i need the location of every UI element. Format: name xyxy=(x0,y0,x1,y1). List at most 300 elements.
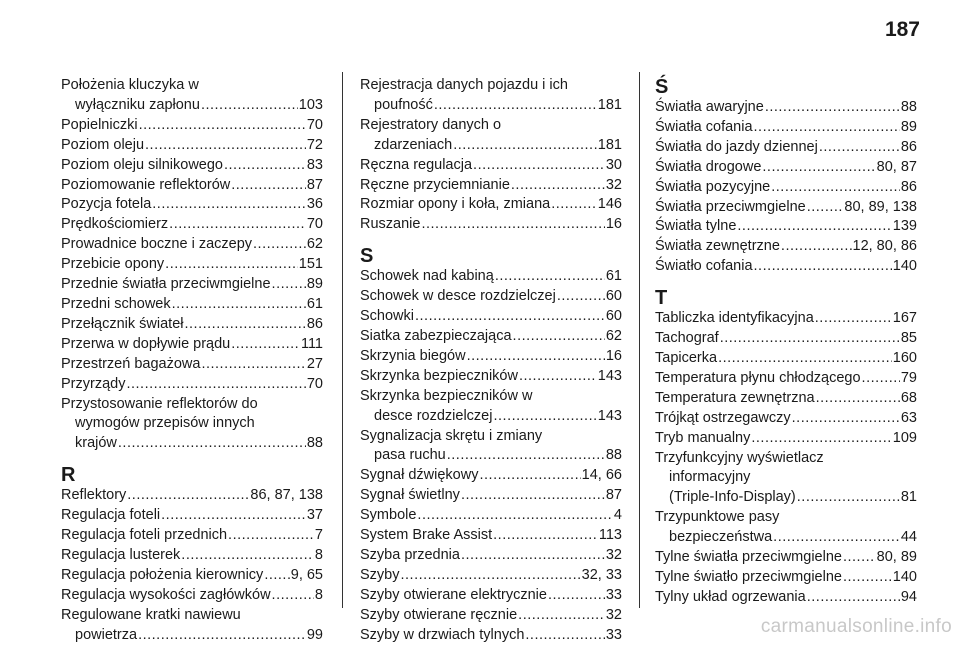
page-reference: 109 xyxy=(892,429,917,446)
index-term: Światła pozycyjne xyxy=(655,178,771,195)
index-entry-line xyxy=(360,387,622,407)
index-entry-line xyxy=(360,546,622,566)
dot-leader xyxy=(165,255,298,275)
index-term: poufność xyxy=(374,96,433,113)
dot-leader xyxy=(513,327,605,347)
dot-leader xyxy=(228,526,314,546)
index-entry xyxy=(360,566,622,586)
index-entry-line xyxy=(360,407,622,427)
dot-leader xyxy=(231,176,306,196)
index-entry-line xyxy=(655,158,917,178)
dot-leader xyxy=(843,548,876,568)
index-entry-line xyxy=(61,76,323,96)
page-reference: 32 xyxy=(605,176,622,193)
page-reference: 14, 66 xyxy=(581,467,622,484)
index-term: Temperatura płynu chłodzącego xyxy=(655,369,861,386)
index-term: Tylne światło przeciwmgielne xyxy=(655,568,842,585)
page-reference: 143 xyxy=(597,407,622,424)
index-entry xyxy=(655,548,917,568)
index-entry-line xyxy=(61,335,323,355)
page-reference: 32, 33 xyxy=(581,566,622,583)
page-reference: 44 xyxy=(900,529,917,546)
index-entry xyxy=(655,118,917,138)
index-term: informacyjny xyxy=(669,469,751,486)
dot-leader xyxy=(224,156,306,176)
index-entry-line xyxy=(360,327,622,347)
dot-leader xyxy=(718,349,892,369)
index-entry xyxy=(655,369,917,389)
index-entry-line xyxy=(655,528,917,548)
index-term: wyłączniku zapłonu xyxy=(75,96,200,113)
dot-leader xyxy=(518,606,605,626)
dot-leader xyxy=(181,546,314,566)
index-term: Schowek w desce rozdzielczej xyxy=(360,288,556,305)
index-entry-line xyxy=(360,176,622,196)
index-entry-line xyxy=(655,488,917,508)
index-entry-line xyxy=(360,626,622,645)
index-entry-line xyxy=(655,468,917,488)
page-reference: 63 xyxy=(900,409,917,426)
index-term: Przełącznik świateł xyxy=(61,315,184,332)
index-term: (Triple-Info-Display) xyxy=(669,489,796,506)
index-entry-line xyxy=(655,588,917,608)
index-term: Tapicerka xyxy=(655,349,718,366)
dot-leader xyxy=(815,309,892,329)
index-term: Tylny układ ogrzewania xyxy=(655,588,806,605)
index-entry xyxy=(655,158,917,178)
index-entry xyxy=(360,307,622,327)
index-term: Światła zewnętrzne xyxy=(655,238,780,255)
index-entry-line xyxy=(360,486,622,506)
index-column-1 xyxy=(61,76,323,645)
index-term: Przyrządy xyxy=(61,375,126,392)
index-term: Ręczna regulacja xyxy=(360,156,473,173)
index-entry xyxy=(655,98,917,118)
index-entry xyxy=(655,568,917,588)
index-entry xyxy=(655,198,917,218)
index-entry-line xyxy=(655,217,917,237)
index-entry xyxy=(61,395,323,455)
dot-leader xyxy=(231,335,300,355)
index-entry-line xyxy=(655,568,917,588)
index-term: Siatka zabezpieczająca xyxy=(360,327,512,344)
index-term: Regulacja foteli xyxy=(61,507,161,524)
dot-leader xyxy=(519,367,597,387)
page-reference: 140 xyxy=(892,568,917,585)
index-entry xyxy=(360,526,622,546)
page-reference: 62 xyxy=(605,327,622,344)
index-entry xyxy=(61,566,323,586)
index-entry xyxy=(655,349,917,369)
page-reference: 36 xyxy=(306,196,323,213)
page-reference: 86 xyxy=(900,178,917,195)
index-term: desce rozdzielczej xyxy=(374,407,493,424)
watermark-text: carmanualsonline.info xyxy=(760,616,952,637)
index-term: Szyby xyxy=(360,566,400,583)
page-reference: 103 xyxy=(298,96,323,113)
index-entry xyxy=(360,506,622,526)
index-entry-line xyxy=(61,275,323,295)
page-reference: 88 xyxy=(306,435,323,452)
index-term: Skrzynia biegów xyxy=(360,347,466,364)
index-term: Światło cofania xyxy=(655,258,753,275)
index-entry xyxy=(655,309,917,329)
index-term: Rejestratory danych o xyxy=(360,116,502,133)
section-letter: S xyxy=(360,245,374,268)
index-term: Ruszanie xyxy=(360,216,421,233)
page-reference: 60 xyxy=(605,288,622,305)
dot-leader xyxy=(453,136,597,156)
index-entry-line xyxy=(61,606,323,626)
index-entry xyxy=(655,257,917,277)
index-term: Przestrzeń bagażowa xyxy=(61,355,201,372)
index-entry-line xyxy=(655,118,917,138)
page-reference: 80, 87 xyxy=(876,158,917,175)
index-entry-line xyxy=(655,389,917,409)
index-entry-line xyxy=(360,526,622,546)
index-term: Sygnał świetlny xyxy=(360,487,460,504)
page-reference: 94 xyxy=(900,588,917,605)
dot-leader xyxy=(415,307,605,327)
dot-leader xyxy=(819,138,900,158)
dot-leader xyxy=(264,566,289,586)
index-entry xyxy=(360,195,622,215)
index-term: Pozycja fotela xyxy=(61,196,152,213)
page-reference: 146 xyxy=(597,196,622,213)
index-entry xyxy=(655,138,917,158)
index-entry-line xyxy=(655,257,917,277)
index-entry xyxy=(61,235,323,255)
index-term: Tylne światła przeciwmgielne xyxy=(655,549,842,566)
index-term: Regulacja położenia kierownicy xyxy=(61,566,264,583)
index-entry-line xyxy=(61,586,323,606)
index-entry xyxy=(360,156,622,176)
index-entry-line xyxy=(360,347,622,367)
index-entry xyxy=(655,409,917,429)
index-entry-line xyxy=(655,138,917,158)
dot-leader xyxy=(127,486,249,506)
page-reference: 181 xyxy=(597,136,622,153)
index-term: Położenia kluczyka w xyxy=(61,77,199,93)
dot-leader xyxy=(447,446,605,466)
index-entry xyxy=(360,626,622,645)
index-entry xyxy=(360,76,622,116)
index-entry-line xyxy=(61,626,323,645)
index-term: Reflektory xyxy=(61,487,127,504)
index-entry-line xyxy=(61,546,323,566)
index-entry xyxy=(655,329,917,349)
index-entry-line xyxy=(655,329,917,349)
index-term: Tryb manualny xyxy=(655,429,751,446)
index-entry xyxy=(360,327,622,347)
index-term: Światła przeciwmgielne xyxy=(655,198,806,215)
dot-leader xyxy=(479,466,580,486)
index-entry-line xyxy=(61,315,323,335)
page-reference: 30 xyxy=(605,156,622,173)
index-entry xyxy=(360,586,622,606)
index-entry-line xyxy=(655,449,917,469)
page-number: 187 xyxy=(884,18,920,41)
index-term: Przystosowanie reflektorów do xyxy=(61,395,258,412)
page-reference: 32 xyxy=(605,606,622,623)
dot-leader xyxy=(525,626,604,645)
index-term: Przerwa w dopływie prądu xyxy=(61,335,231,352)
page-reference: 60 xyxy=(605,308,622,325)
index-entry xyxy=(360,347,622,367)
column-divider xyxy=(342,72,343,608)
index-term: Regulacja foteli przednich xyxy=(61,527,228,544)
page-reference: 27 xyxy=(306,355,323,372)
index-term: Prowadnice boczne i zaczepy xyxy=(61,236,253,253)
dot-leader xyxy=(511,176,605,196)
dot-leader xyxy=(773,528,900,548)
index-entry xyxy=(360,486,622,506)
dot-leader xyxy=(201,96,298,116)
dot-leader xyxy=(797,488,900,508)
index-term: Szyba przednia xyxy=(360,546,460,563)
index-term: Temperatura zewnętrzna xyxy=(655,389,815,406)
index-term: wymogów przepisów innych xyxy=(75,415,255,432)
index-entry xyxy=(655,588,917,608)
dot-leader xyxy=(434,96,597,116)
index-entry-line xyxy=(655,198,917,218)
page-reference: 62 xyxy=(306,236,323,253)
index-term: Tabliczka identyfikacyjna xyxy=(655,310,814,327)
index-entry-line xyxy=(61,395,323,415)
index-entry xyxy=(61,315,323,335)
section-letter: Ś xyxy=(655,76,669,98)
index-term: Popielniczki xyxy=(61,116,138,133)
index-entry xyxy=(360,387,622,427)
index-entry-line xyxy=(360,506,622,526)
page-reference: 167 xyxy=(892,310,917,327)
index-term: Skrzynka bezpieczników xyxy=(360,367,518,384)
index-entry-line xyxy=(61,486,323,506)
dot-leader xyxy=(720,329,900,349)
dot-leader xyxy=(551,195,597,215)
index-entry xyxy=(655,449,917,509)
dot-leader xyxy=(161,506,306,526)
index-term: Szyby otwierane elektrycznie xyxy=(360,586,547,603)
dot-leader xyxy=(417,506,613,526)
index-entry xyxy=(61,586,323,606)
index-entry xyxy=(61,335,323,355)
index-term: Szyby otwierane ręcznie xyxy=(360,606,518,623)
index-entry-line xyxy=(61,195,323,215)
page-reference: 33 xyxy=(605,586,622,603)
index-entry-line xyxy=(655,98,917,118)
dot-leader xyxy=(557,287,605,307)
index-term: Schowek nad kabiną xyxy=(360,268,494,285)
page-reference: 89 xyxy=(900,118,917,135)
page-reference: 160 xyxy=(892,349,917,366)
index-term: Przebicie opony xyxy=(61,256,165,273)
dot-leader xyxy=(754,257,892,277)
index-entry-line xyxy=(360,606,622,626)
index-term: Światła awaryjne xyxy=(655,99,764,115)
index-entry xyxy=(360,287,622,307)
index-term: Prędkościomierz xyxy=(61,216,169,233)
index-entry xyxy=(61,295,323,315)
dot-leader xyxy=(807,588,900,608)
dot-leader xyxy=(807,198,844,218)
index-entry-line xyxy=(360,116,622,136)
dot-leader xyxy=(862,369,900,389)
index-entry-line xyxy=(655,429,917,449)
page-reference: 33 xyxy=(605,626,622,643)
index-entry-line xyxy=(360,156,622,176)
index-entry-line xyxy=(61,566,323,586)
dot-leader xyxy=(467,347,605,367)
index-entry xyxy=(61,255,323,275)
index-entry xyxy=(61,176,323,196)
page-reference: 68 xyxy=(900,389,917,406)
dot-leader xyxy=(253,235,306,255)
dot-leader xyxy=(139,116,306,136)
dot-leader xyxy=(401,566,581,586)
index-entry xyxy=(61,76,323,116)
index-entry xyxy=(655,178,917,198)
index-term: Sygnalizacja skrętu i zmiany xyxy=(360,427,543,444)
section-letter: R xyxy=(61,464,76,487)
page-reference: 79 xyxy=(900,369,917,386)
index-entry-line xyxy=(360,367,622,387)
index-entry xyxy=(61,275,323,295)
page-reference: 16 xyxy=(605,216,622,233)
index-entry-line xyxy=(360,446,622,466)
page-reference: 32 xyxy=(605,546,622,563)
dot-leader xyxy=(816,389,900,409)
index-entry xyxy=(655,389,917,409)
page-reference: 80, 89, 138 xyxy=(844,198,917,215)
index-term: Sygnał dźwiękowy xyxy=(360,467,479,484)
index-entry-line xyxy=(61,295,323,315)
index-entry-line xyxy=(61,526,323,546)
page-reference: 16 xyxy=(605,347,622,364)
index-entry-line xyxy=(61,96,323,116)
dot-leader xyxy=(792,409,900,429)
page-reference: 83 xyxy=(306,156,323,173)
page-reference: 88 xyxy=(900,99,917,115)
index-entry-line xyxy=(61,434,323,454)
index-term: powietrza xyxy=(75,626,138,643)
index-entry-line xyxy=(360,586,622,606)
index-entry xyxy=(360,176,622,196)
page-reference: 4 xyxy=(613,507,622,524)
index-entry xyxy=(360,367,622,387)
index-term: Szyby w drzwiach tylnych xyxy=(360,626,525,643)
index-entry xyxy=(61,136,323,156)
index-entry-line xyxy=(655,369,917,389)
page-reference: 89 xyxy=(306,276,323,293)
index-entry xyxy=(655,237,917,257)
page-reference: 181 xyxy=(597,96,622,113)
page-reference: 12, 80, 86 xyxy=(852,238,917,255)
index-entry-line xyxy=(360,466,622,486)
index-entry-line xyxy=(360,287,622,307)
index-entry xyxy=(61,116,323,136)
dot-leader xyxy=(473,156,605,176)
index-term: Przedni schowek xyxy=(61,295,171,312)
page-reference: 87 xyxy=(306,176,323,193)
index-entry-line xyxy=(655,309,917,329)
index-entry-line xyxy=(61,176,323,196)
dot-leader xyxy=(169,215,306,235)
page-reference: 113 xyxy=(598,527,622,544)
index-term: System Brake Assist xyxy=(360,527,493,544)
dot-leader xyxy=(272,586,314,606)
dot-leader xyxy=(751,429,891,449)
dot-leader xyxy=(272,275,306,295)
index-entry xyxy=(360,215,622,235)
dot-leader xyxy=(138,626,306,645)
index-entry-line xyxy=(360,267,622,287)
page-reference: 8 xyxy=(314,546,323,563)
index-entry-line xyxy=(61,375,323,395)
index-term: Trzypunktowe pasy xyxy=(655,509,780,526)
index-entry xyxy=(61,486,323,506)
index-term: Ręczne przyciemnianie xyxy=(360,176,510,193)
index-term: Trójkąt ostrzegawczy xyxy=(655,409,791,426)
index-entry-line xyxy=(655,409,917,429)
dot-leader xyxy=(765,98,900,118)
dot-leader xyxy=(461,486,605,506)
dot-leader xyxy=(843,568,892,588)
index-entry-line xyxy=(360,195,622,215)
page-reference: 9, 65 xyxy=(290,566,323,583)
page-reference: 86, 87, 138 xyxy=(250,487,323,504)
page-reference: 151 xyxy=(298,256,323,273)
index-term: Rozmiar opony i koła, zmiana xyxy=(360,196,551,213)
dot-leader xyxy=(421,215,604,235)
page-reference: 86 xyxy=(306,315,323,332)
dot-leader xyxy=(754,118,900,138)
index-term: krajów xyxy=(75,435,117,452)
index-entry-line xyxy=(360,96,622,116)
dot-leader xyxy=(145,136,306,156)
index-entry xyxy=(360,606,622,626)
index-entry-line xyxy=(61,136,323,156)
page-reference: 70 xyxy=(306,116,323,133)
page-reference: 86 xyxy=(900,138,917,155)
index-term: Rejestracja danych pojazdu i ich xyxy=(360,77,568,93)
index-entry-line xyxy=(61,116,323,136)
index-entry xyxy=(61,606,323,645)
dot-leader xyxy=(548,586,605,606)
index-entry xyxy=(61,156,323,176)
page-reference: 7 xyxy=(314,527,323,544)
index-entry xyxy=(61,195,323,215)
index-entry-line xyxy=(655,349,917,369)
index-entry-line xyxy=(360,215,622,235)
page-reference: 70 xyxy=(306,216,323,233)
index-entry xyxy=(360,466,622,486)
index-entry-line xyxy=(360,76,622,96)
page-reference: 70 xyxy=(306,375,323,392)
page-reference: 72 xyxy=(306,136,323,153)
index-entry xyxy=(360,546,622,566)
dot-leader xyxy=(771,178,900,198)
page-reference: 81 xyxy=(900,489,917,506)
dot-leader xyxy=(185,315,306,335)
dot-leader xyxy=(495,267,605,287)
index-entry-line xyxy=(61,215,323,235)
index-entry-line xyxy=(61,156,323,176)
index-term: Światła drogowe xyxy=(655,158,762,175)
page-reference: 61 xyxy=(306,295,323,312)
index-entry xyxy=(61,506,323,526)
index-term: Regulowane kratki nawiewu xyxy=(61,606,241,623)
